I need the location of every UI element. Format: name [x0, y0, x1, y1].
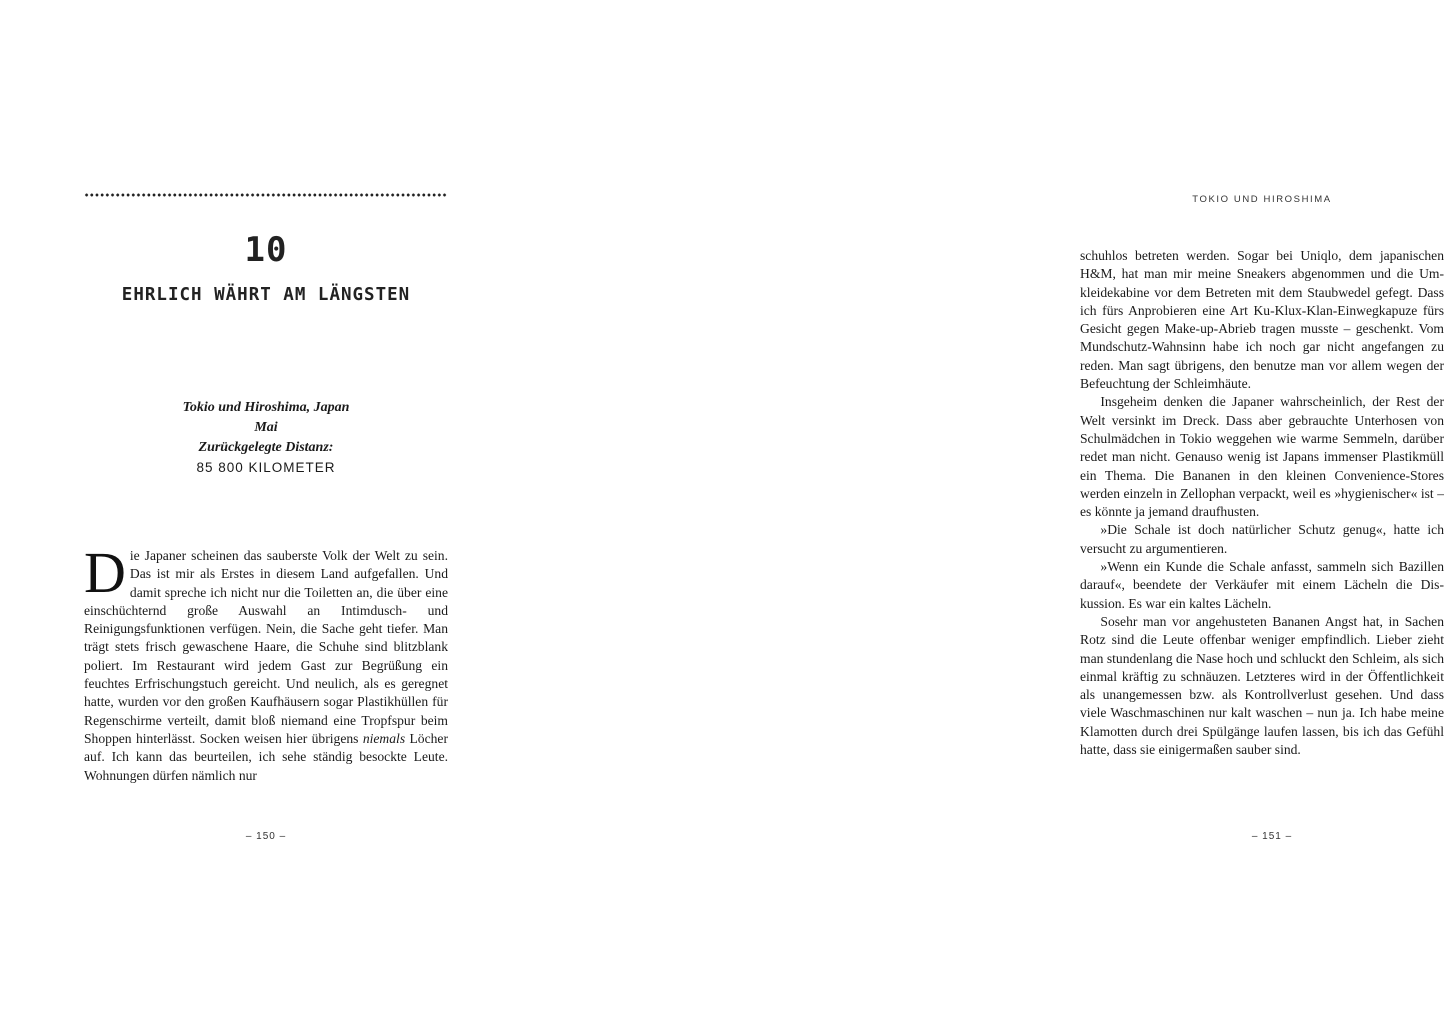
opening-paragraph [84, 540, 448, 785]
chapter-title: EHRLICH WÄHRT AM LÄNGSTEN [121, 285, 411, 305]
right-page [512, 0, 1444, 1024]
page-number: – 151 – [1251, 831, 1293, 842]
paragraph-text: ie Japaner scheinen das sauberste Volk der Welt zu sein. Das ist mir als Erstes in diesem Land aufgefallen. Und damit spreche ich nicht nur die Toiletten an, die über eine einschüchternd große Auswahl an Intimdusch- und Reinigungsfunktionen verfügen. Nein, die Sache geht tiefer. Man trägt stets frisch gewaschene Haare, die Schuhe sind blitzblank poliert. Im Restaurant wird jedem Gast zur Begrüßung ein feuchtes Erfrischungstuch gereicht. Und neulich, als es geregnet hatte, wurden vor den großen Kaufhäusern sogar Plastikhüllen für Regenschirme verteilt, damit bloß niemand eine Tropfspur beim Shoppen hinterlässt. Socken weisen hier übrigens [84, 548, 448, 746]
paragraph-text: Löcher auf. Ich kann das beurteilen, ich sehe ständig besockte Leute. Wohnungen dürfen nämlich nur [84, 730, 448, 783]
paragraph: schuhlos betreten werden. Sogar bei Uniqlo, dem japanischen H&M, hat man mir meine Sneakers abgenommen und die Umkleidekabine vor dem Betreten mit dem Staubwedel gefegt. Dass ich fürs Anprobieren eine Art Ku-Klux-Klan-Einwegkapuze fürs Gesicht gegen Make-up-Abrieb tragen musste – geschenkt. Vom Mundschutz-Wahnsinn habe ich noch gar nicht angefangen zu reden. Man sagt übrigens, den benutze man vor allem wegen der Befeuchtung der Schleimhäute. [1080, 248, 1444, 392]
meta-distance-value: 85 800 KILOMETER [196, 460, 336, 475]
dotted-rule [84, 193, 448, 197]
emphasis-text: niemals [362, 730, 406, 746]
body-text-right [1080, 247, 1444, 759]
meta-month: Mai [254, 420, 278, 435]
left-page [0, 0, 512, 1024]
paragraph: Sosehr man vor angehusteten Bananen Angst hat, in Sachen Rotz sind die Leute offenbar weniger empfindlich. Lieber zieht man stundenlang die Nase hoch und schluckt den Schleim, als sich einmal kräftig zu schnäuzen. Letzteres wird in der Öffentlichkeit als unangemessen bzw. als Kontrollverlust gesehen. Und dass viele Waschmaschinen nur kalt waschen – nun ja. Ich habe meine Klamotten durch drei Spülgänge laufen lassen, bis ich das Gefühl hatte, dass sie einigermaßen sauber sind. [1080, 613, 1444, 758]
meta-location: Tokio und Hiroshima, Japan [182, 400, 350, 415]
paragraph: »Wenn ein Kunde die Schale anfasst, sammeln sich Bazillen darauf«, beendete der Verkäufer mit einem Lächeln die Diskussion. Es war ein kaltes Lächeln. [1080, 559, 1444, 611]
running-head: TOKIO UND HIROSHIMA [1192, 194, 1332, 205]
paragraph: Insgeheim denken die Japaner wahrscheinlich, der Rest der Welt versinkt im Dreck. Dass aber gebrauchte Unterhosen von Schulmädchen in Tokio weggehen wie warme Semmeln, darüber redet man nicht. Genauso wenig ist Japans immenser Plastikmüll ein Thema. Die Bananen in den kleinen Convenience-Stores werden einzeln in Zellophan verpackt, weil es »hygienischer« ist – es könnte ja jemand draufhusten. [1080, 394, 1444, 520]
page-number: – 150 – [245, 831, 287, 842]
paragraph: »Die Schale ist doch natürlicher Schutz genug«, hatte ich versucht zu argumentieren. [1080, 522, 1444, 556]
chapter-number: 10 [244, 230, 288, 270]
chapter-meta [84, 398, 448, 478]
drop-cap: D [84, 540, 126, 605]
body-text-left [84, 540, 448, 785]
meta-distance-label: Zurückgelegte Distanz: [198, 440, 334, 455]
